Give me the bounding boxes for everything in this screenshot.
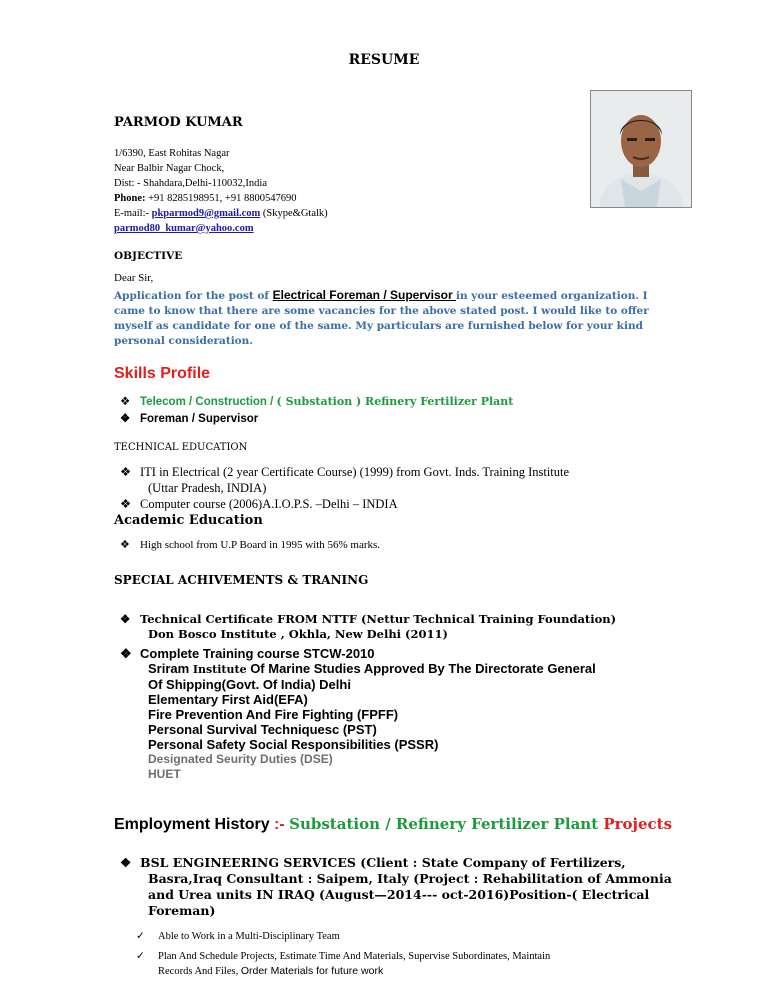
duty-item-2-line-1: Plan And Schedule Projects, Estimate Time And Materials, Supervise Subordinates, Maintain	[158, 951, 551, 962]
email-note: (Skype&Gtalk)	[260, 208, 328, 219]
diamond-bullet-icon: ❖	[120, 497, 132, 511]
phone-label: Phone:	[114, 193, 146, 204]
profile-photo	[590, 90, 692, 208]
objective-paragraph	[114, 288, 674, 349]
achievement-item-2-line-4: Elementary First Aid(EFA)	[148, 692, 308, 707]
duty-item-1	[136, 930, 550, 944]
objective-line-4: personal consideration.	[114, 335, 253, 347]
duty-item-2-line-2	[136, 964, 550, 979]
job-entry	[120, 855, 672, 919]
academic-heading: Academic Education	[114, 513, 263, 528]
achievement-item-2-line-6: Personal Survival Techniquesc (PST)	[148, 722, 377, 737]
employment-heading-a: Employment History	[114, 816, 275, 833]
address-line-2: Near Balbir Nagar Chock,	[114, 163, 225, 174]
diamond-bullet-icon: ❖	[120, 612, 131, 626]
diamond-bullet-icon: ❖	[120, 855, 132, 870]
skills-item-2	[120, 411, 258, 425]
technical-list	[120, 464, 569, 512]
objective-heading: OBJECTIVE	[114, 250, 183, 262]
objective-line-2: came to know that there are some vacancies for the above stated post. I would like to offer	[114, 305, 649, 317]
skills-item-1-a: Telecom / Construction /	[140, 396, 277, 408]
check-icon: ✓	[136, 931, 145, 942]
employment-heading-d: Projects	[603, 815, 673, 833]
diamond-bullet-icon: ❖	[120, 646, 132, 661]
achievement-item-2	[120, 646, 596, 782]
technical-item-1-line-2: (Uttar Pradesh, INDIA)	[148, 481, 267, 495]
phone-value: +91 8285198951, +91 8800547690	[145, 193, 297, 204]
objective-post: Electrical Foreman / Supervisor	[272, 288, 457, 302]
skills-item-2-text: Foreman / Supervisor	[140, 413, 259, 425]
academic-item-1-text: High school from U.P Board in 1995 with 56% marks.	[140, 539, 381, 551]
employment-heading	[114, 815, 672, 834]
email-row	[114, 206, 328, 221]
diamond-bullet-icon: ❖	[120, 396, 131, 408]
email-link-gmail[interactable]: pkparmod9@gmail.com	[151, 208, 261, 219]
job-line-4: Foreman)	[148, 903, 216, 918]
phone-row	[114, 191, 328, 206]
achievement-institute: Institute	[192, 663, 247, 676]
objective-line-1	[114, 288, 674, 304]
check-icon: ✓	[136, 951, 145, 962]
diamond-bullet-icon: ❖	[120, 539, 130, 551]
technical-item-1	[120, 464, 569, 480]
skills-item-1	[120, 394, 513, 408]
person-photo-icon	[591, 91, 691, 207]
employment-heading-b: :-	[274, 816, 290, 833]
diamond-bullet-icon: ❖	[120, 413, 131, 425]
employment-heading-c: Substation / Refinery Fertilizer Plant	[289, 815, 604, 833]
achievement-item-1-line-2: Don Bosco Institute , Okhla, New Delhi (2011)	[148, 627, 448, 641]
duty-item-1-text: Able to Work in a Multi-Disciplinary Team	[158, 931, 340, 942]
achievement-sriram: Sriram	[148, 661, 193, 676]
candidate-name: PARMOD KUMAR	[114, 115, 243, 130]
duty-item-2-line-2b: Order Materials for future work	[240, 965, 384, 977]
achievement-item-2-line-7: Personal Safety Social Responsibilities (PSSR)	[148, 737, 439, 752]
achievement-item-2-line-1: Complete Training course STCW-2010	[140, 646, 375, 661]
address-line-3: Dist: - Shahdara,Delhi-110032,India	[114, 178, 267, 189]
objective-greeting: Dear Sir,	[114, 272, 154, 284]
achievements-heading: SPECIAL ACHIVEMENTS & TRANING	[114, 573, 369, 587]
achievement-item-2-line-2	[120, 661, 596, 677]
achievement-item-2-line-3: Of Shipping(Govt. Of India) Delhi	[148, 677, 351, 692]
skills-heading: Skills Profile	[114, 365, 211, 382]
email-label: E-mail:-	[114, 208, 152, 219]
email-link-yahoo[interactable]: parmod80_kumar@yahoo.com	[114, 223, 254, 234]
achievement-item-2-line-8: Designated Seurity Duties (DSE)	[148, 752, 333, 766]
email-row-2	[114, 221, 328, 236]
diamond-bullet-icon: ❖	[120, 465, 132, 479]
technical-item-1-line-1: ITI in Electrical (2 year Certificate Course) (1999) from Govt. Inds. Training Institute	[140, 465, 570, 479]
duty-item-2-line-2a: Records And Files,	[158, 966, 241, 977]
technical-item-2-text: Computer course (2006)A.I.O.P.S. –Delhi – INDIA	[140, 497, 398, 511]
job-line-3: and Urea units IN IRAQ (August—2014--- oct-2016)Position-( Electrical	[148, 887, 650, 902]
achievement-item-1	[120, 612, 616, 642]
achievement-item-1-line-1: Technical Certificate FROM NTTF (Nettur Technical Training Foundation)	[140, 612, 617, 626]
address-line-1: 1/6390, East Rohitas Nagar	[114, 148, 230, 159]
skills-item-1-b: ( Substation ) Refinery Fertilizer Plant	[276, 395, 514, 408]
achievement-item-2-line-5: Fire Prevention And Fire Fighting (FPFF)	[148, 707, 399, 722]
page-title: RESUME	[348, 52, 420, 68]
objective-line-3: myself as candidate for one of the same. My particulars are furnished below for your kind	[114, 320, 643, 332]
achievement-item-2-line-9: HUET	[148, 767, 181, 781]
objective-text-post: in your esteemed organization. I	[456, 290, 648, 302]
technical-heading: TECHNICAL EDUCATION	[114, 442, 248, 453]
objective-text-pre: Application for the post of	[114, 290, 273, 302]
address-block	[114, 146, 328, 236]
duty-item-2	[136, 950, 550, 964]
technical-item-2	[120, 496, 569, 512]
academic-item-1	[120, 538, 380, 551]
duties-list	[136, 930, 550, 979]
achievement-marine: Of Marine Studies Approved By The Directorate General	[246, 661, 596, 676]
job-line-1: BSL ENGINEERING SERVICES (Client : State Company of Fertilizers,	[140, 855, 626, 870]
job-line-2: Basra,Iraq Consultant : Saipem, Italy (Project : Rehabilitation of Ammonia	[148, 871, 672, 886]
